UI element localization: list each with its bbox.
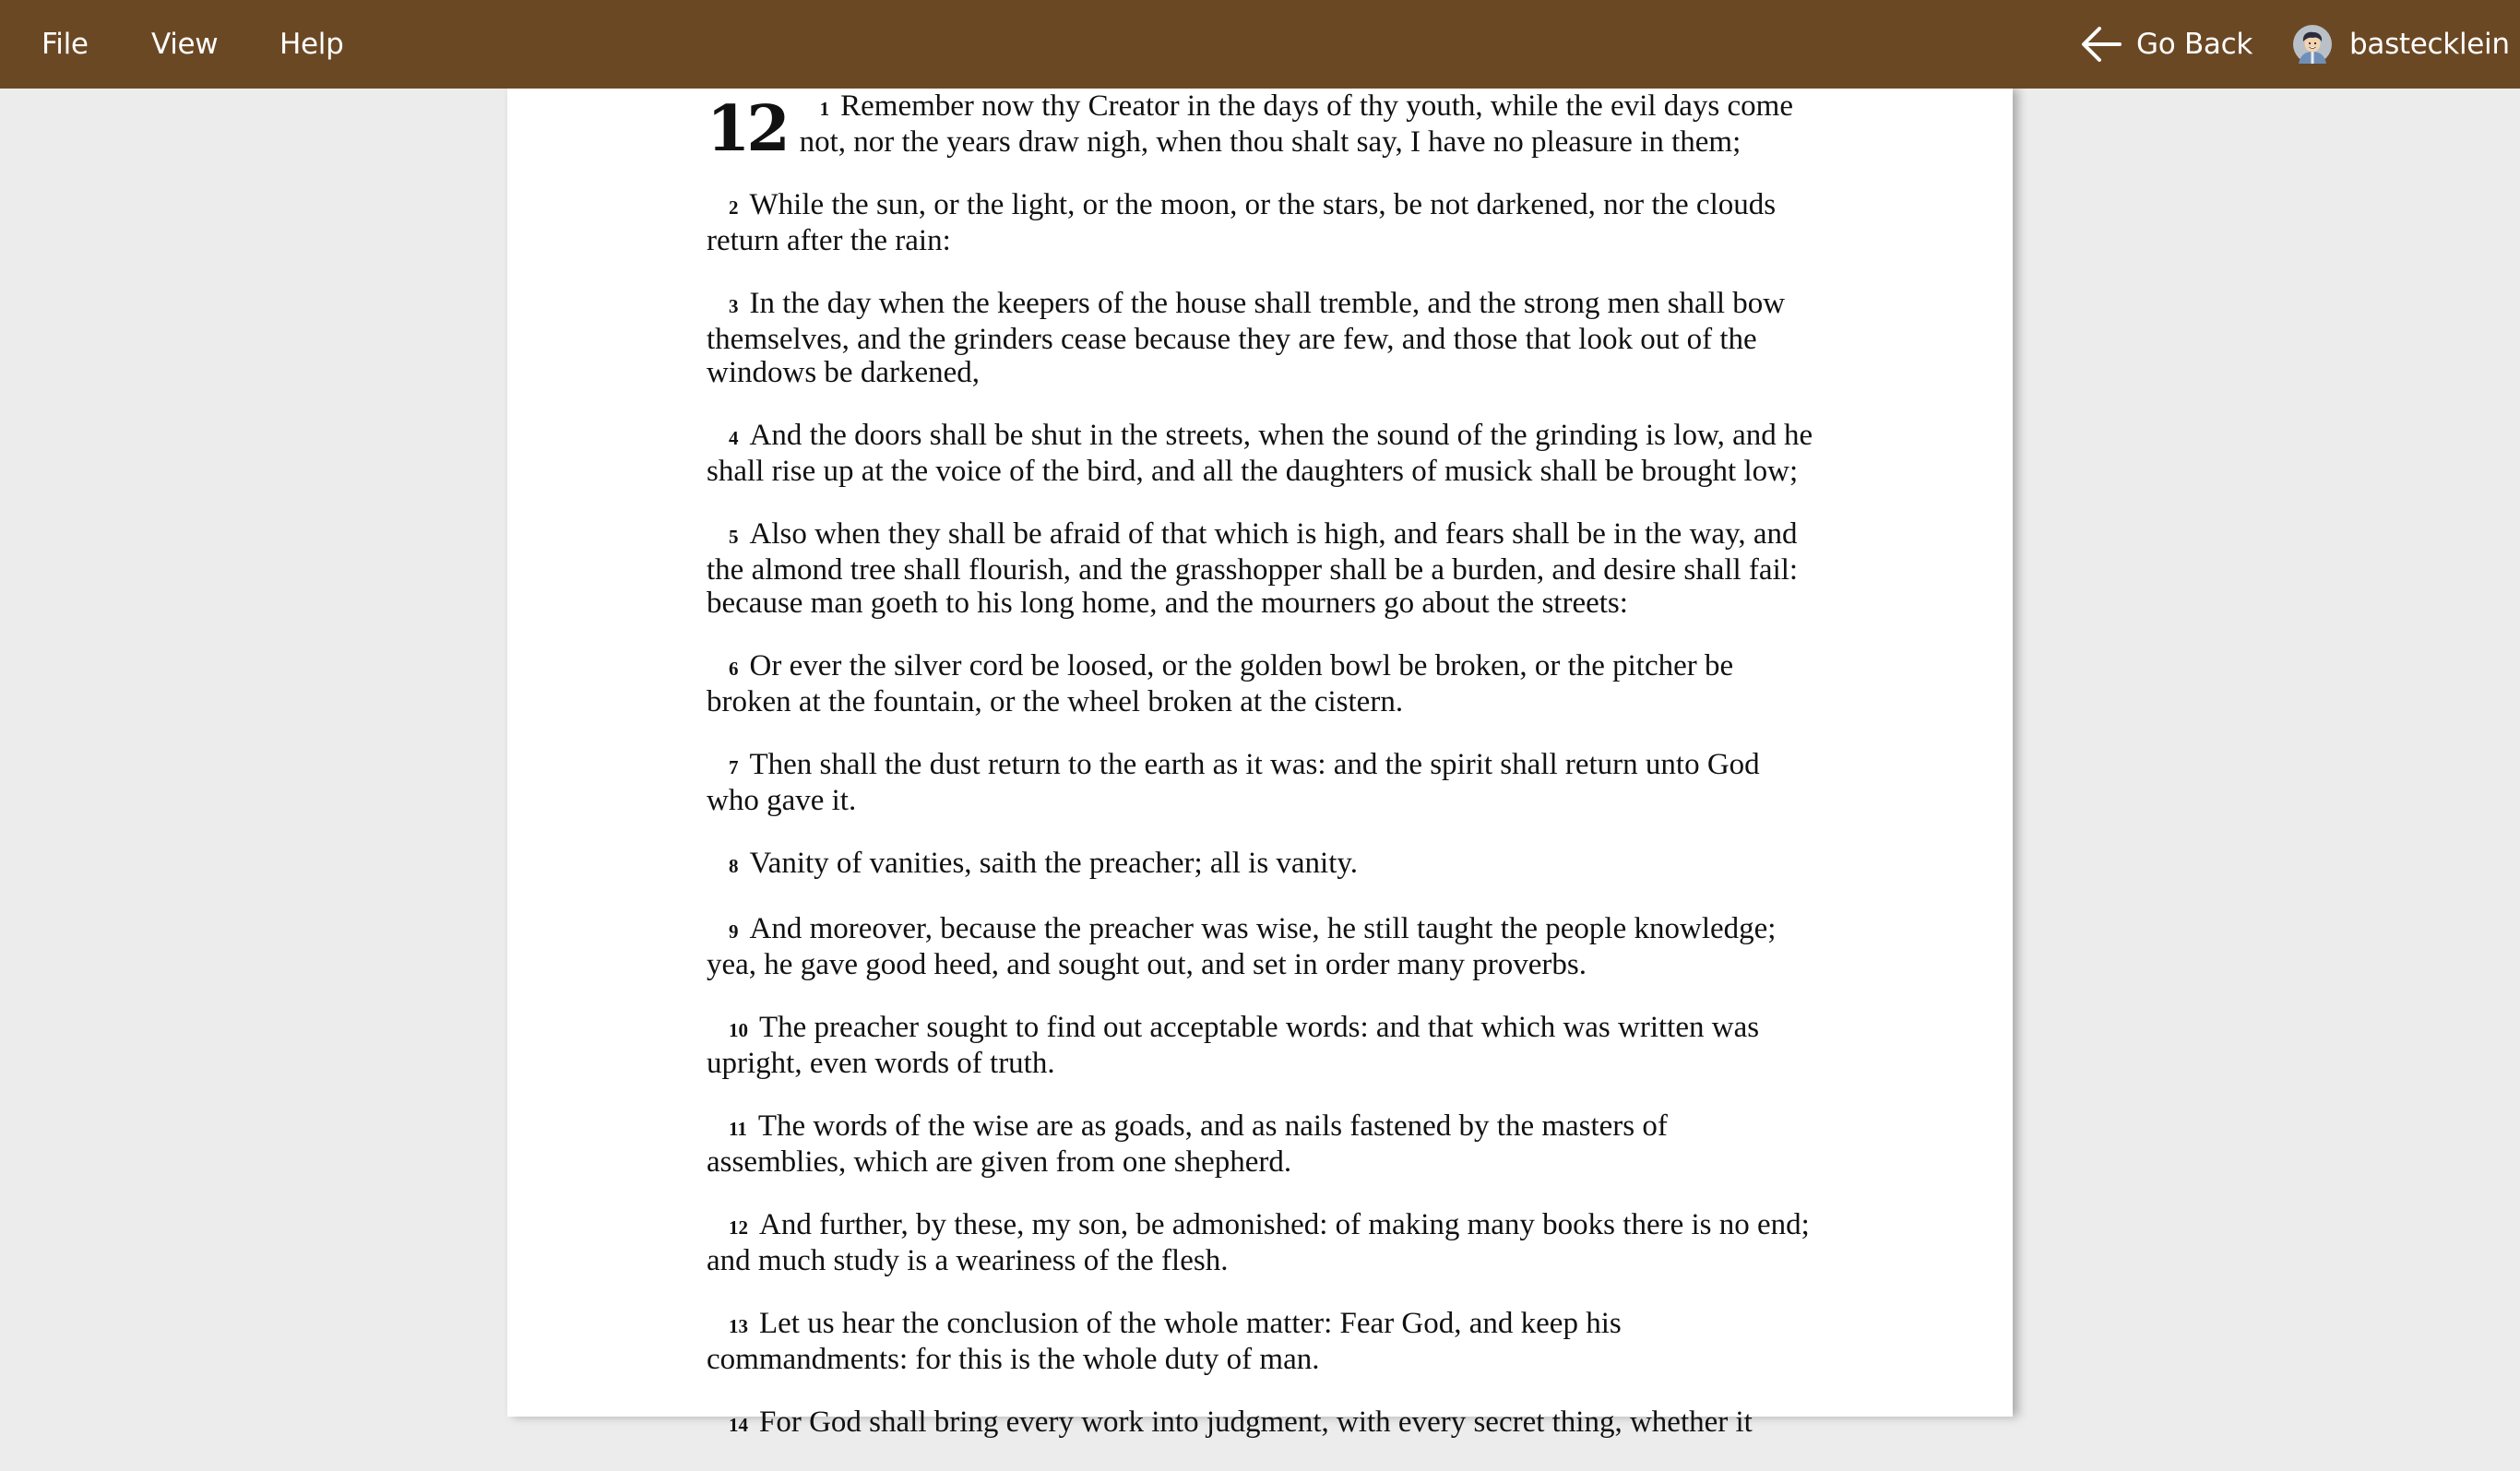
verse-text: While the sun, or the light, or the moon, or the stars, be not darkened, nor the clouds return after the rain:	[707, 188, 1777, 257]
verse	[707, 649, 1813, 718]
verse-text: And the doors shall be shut in the streets, when the sound of the grinding is low, and he shall rise up at the voice of the bird, and all the daughters of musick shall be brought low;	[707, 419, 1813, 488]
verse-text: The words of the wise are as goads, and as nails fastened by the masters of assemblies, which are given from one shepherd.	[707, 1109, 1668, 1179]
verse-number: 2	[729, 196, 739, 219]
verse	[707, 1406, 1813, 1441]
verse	[707, 89, 1813, 166]
verse	[707, 419, 1813, 488]
username: bastecklein	[2349, 28, 2510, 61]
verse-number: 9	[729, 920, 739, 943]
verse-number: 10	[729, 1019, 748, 1041]
verse-number: 4	[729, 427, 739, 449]
verse	[707, 1011, 1813, 1080]
go-back-button[interactable]	[2079, 0, 2253, 89]
verse	[707, 1109, 1813, 1179]
verse-text: And further, by these, my son, be admonished: of making many books there is no end; and much study is a weariness of the flesh.	[707, 1208, 1810, 1277]
menu-file[interactable]: File	[42, 28, 89, 61]
verse-text: And moreover, because the preacher was wise, he still taught the people knowledge; yea, he gave good heed, and sought out, and set in order many proverbs.	[707, 912, 1777, 981]
verse-text: Then shall the dust return to the earth as it was: and the spirit shall return unto God who gave it.	[707, 748, 1760, 817]
verse-number: 5	[729, 526, 739, 548]
verse	[707, 912, 1813, 981]
verse-number: 12	[729, 1216, 748, 1239]
verse-number: 8	[729, 855, 739, 877]
verse	[707, 287, 1813, 389]
menu-view[interactable]: View	[151, 28, 219, 61]
verse-number: 1	[819, 98, 830, 120]
verse-text: Or ever the silver cord be loosed, or the golden bowl be broken, or the pitcher be broken at the fountain, or the wheel broken at the cistern.	[707, 649, 1734, 718]
reading-page	[507, 89, 2013, 1439]
go-back-label: Go Back	[2136, 28, 2253, 61]
arrow-left-icon	[2079, 24, 2123, 65]
verse	[707, 1307, 1813, 1376]
chapter-number: 12	[707, 92, 787, 166]
verse-number: 14	[729, 1414, 748, 1436]
chapter-text	[707, 89, 1813, 1471]
user-avatar-icon	[2293, 25, 2332, 64]
verse-text: Also when they shall be afraid of that which is high, and fears shall be in the way, and the almond tree shall flourish, and the grasshopper shall be a burden, and desire shall fail: because man goeth to his long home, and the mourners go about the streets:	[707, 517, 1799, 620]
verse	[707, 748, 1813, 817]
verse-number: 13	[729, 1315, 748, 1337]
verse-text: Vanity of vanities, saith the preacher; all is vanity.	[749, 847, 1359, 880]
verse	[707, 517, 1813, 620]
verse-text: Remember now thy Creator in the days of thy youth, while the evil days come not, nor the years draw nigh, when thou shalt say, I have no pleasure in them;	[799, 89, 1793, 159]
menu-help[interactable]: Help	[279, 28, 344, 61]
verse	[707, 847, 1813, 883]
verse	[707, 1208, 1813, 1277]
top-bar	[0, 0, 2520, 89]
verse-text: For God shall bring every work into judgment, with every secret thing, whether it	[759, 1406, 1753, 1439]
user-menu[interactable]	[2293, 0, 2510, 89]
verse-text: Let us hear the conclusion of the whole matter: Fear God, and keep his commandments: for this is the whole duty of man.	[707, 1307, 1622, 1376]
verse-number: 7	[729, 756, 739, 778]
verse-text: In the day when the keepers of the house shall tremble, and the strong men shall bow themselves, and the grinders cease because they are few, and those that look out of the windows be darkened,	[707, 287, 1786, 389]
verse	[707, 188, 1813, 257]
verse-number: 11	[729, 1118, 747, 1140]
verse-text: The preacher sought to find out acceptable words: and that which was written was upright, even words of truth.	[707, 1011, 1760, 1080]
verse-number: 6	[729, 658, 739, 680]
verse-number: 3	[729, 295, 739, 317]
